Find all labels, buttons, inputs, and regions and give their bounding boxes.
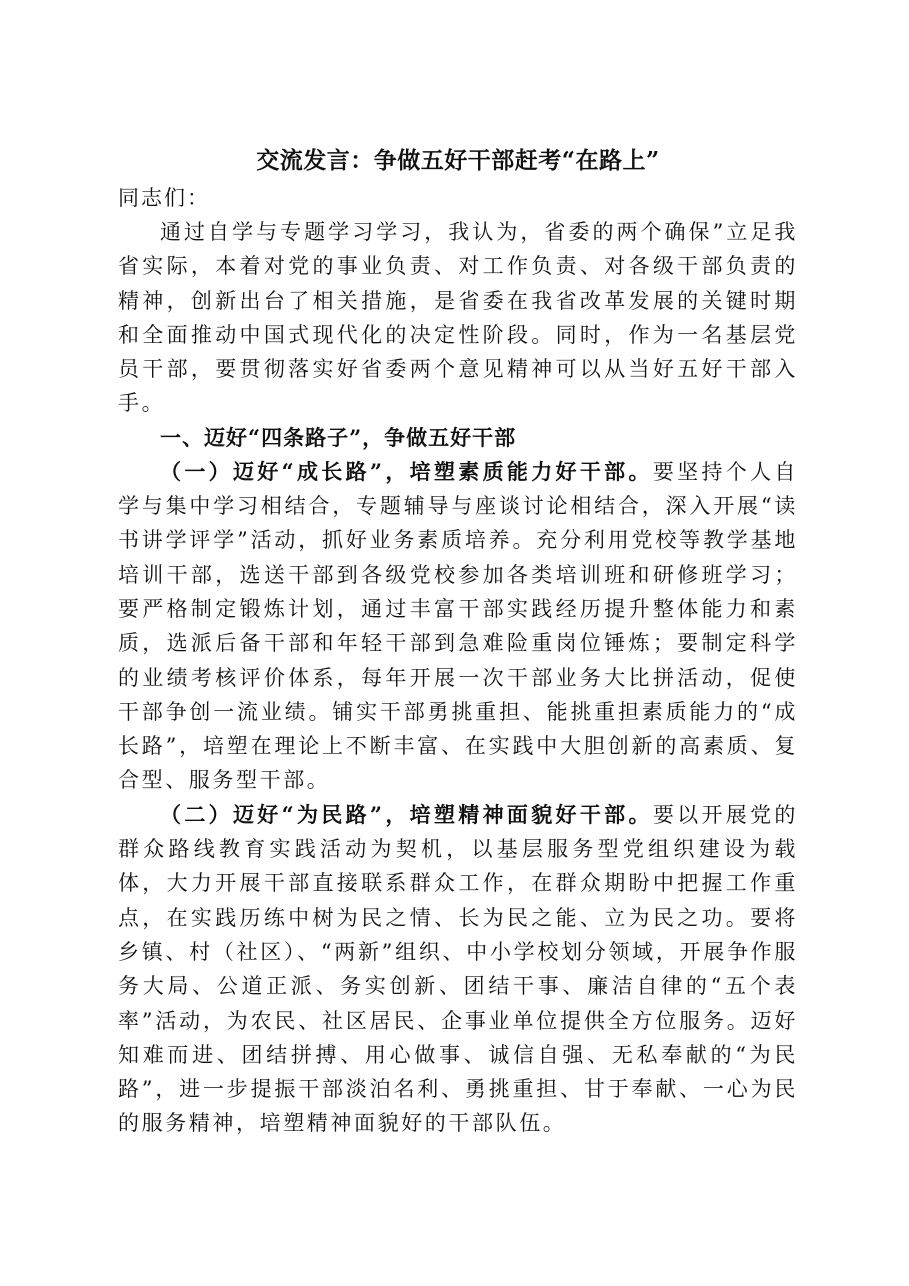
item-1-paragraph (118, 455, 798, 798)
document-page (118, 140, 798, 1141)
document-title: 交流发言：争做五好干部赶考“在路上” (256, 147, 660, 174)
salutation: 同志们： (118, 186, 210, 210)
item-2-body: 要以开展党的群众路线教育实践活动为契机，以基层服务型党组织建设为载体，大力开展干部直接联系群众工作，在群众期盼中把握工作重点，在实践历练中树为民之情、长为民之能、立为民之功。要将乡镇、村（社区）、“两新”组织、中小学校划分领域，开展争作服务大局、公道正派、务实创新、团结干事、廉洁自律的“五个表率”活动，为农民、社区居民、企事业单位提供全方位服务。迈好知难而进、团结拼搏、用心做事、诚信自强、无私奉献的“为民路”，进一步提振干部淡泊名利、勇挑重担、甘于奉献、一心为民的服务精神，培塑精神面貌好的干部队伍。 (118, 802, 798, 1136)
section-heading-1: 一、迈好“四条路子”，争做五好干部 (160, 424, 517, 450)
item-1-lead: （一）迈好“成长路”，培塑素质能力好干部。 (160, 458, 653, 484)
item-1-body: 要坚持个人自学与集中学习相结合，专题辅导与座谈讨论相结合，深入开展“读书讲学评学”活动，抓好业务素质培养。充分利用党校等教学基地培训干部，选送干部到各级党校参加各类培训班和研修班学习；要严格制定锻炼计划，通过丰富干部实践经历提升整体能力和素质，选派后备干部和年轻干部到急难险重岗位锤炼；要制定科学的业绩考核评价体系，每年开展一次干部业务大比拼活动，促使干部争创一流业绩。铺实干部勇挑重担、能挑重担素质能力的“成长路”，培塑在理论上不断丰富、在实践中大胆创新的高素质、复合型、服务型干部。 (118, 459, 798, 793)
intro-paragraph: 通过自学与专题学习学习，我认为，省委的两个确保”立足我省实际，本着对党的事业负责、对工作负责、对各级干部负责的精神，创新出台了相关措施，是省委在我省改革发展的关键时期和全面推动中国式现代化的决定性阶段。同时，作为一名基层党员干部，要贯彻落实好省委两个意见精神可以从当好五好干部入手。 (118, 220, 798, 416)
item-2-paragraph (118, 798, 798, 1141)
item-2-lead: （二）迈好“为民路”，培塑精神面貌好干部。 (160, 801, 653, 827)
